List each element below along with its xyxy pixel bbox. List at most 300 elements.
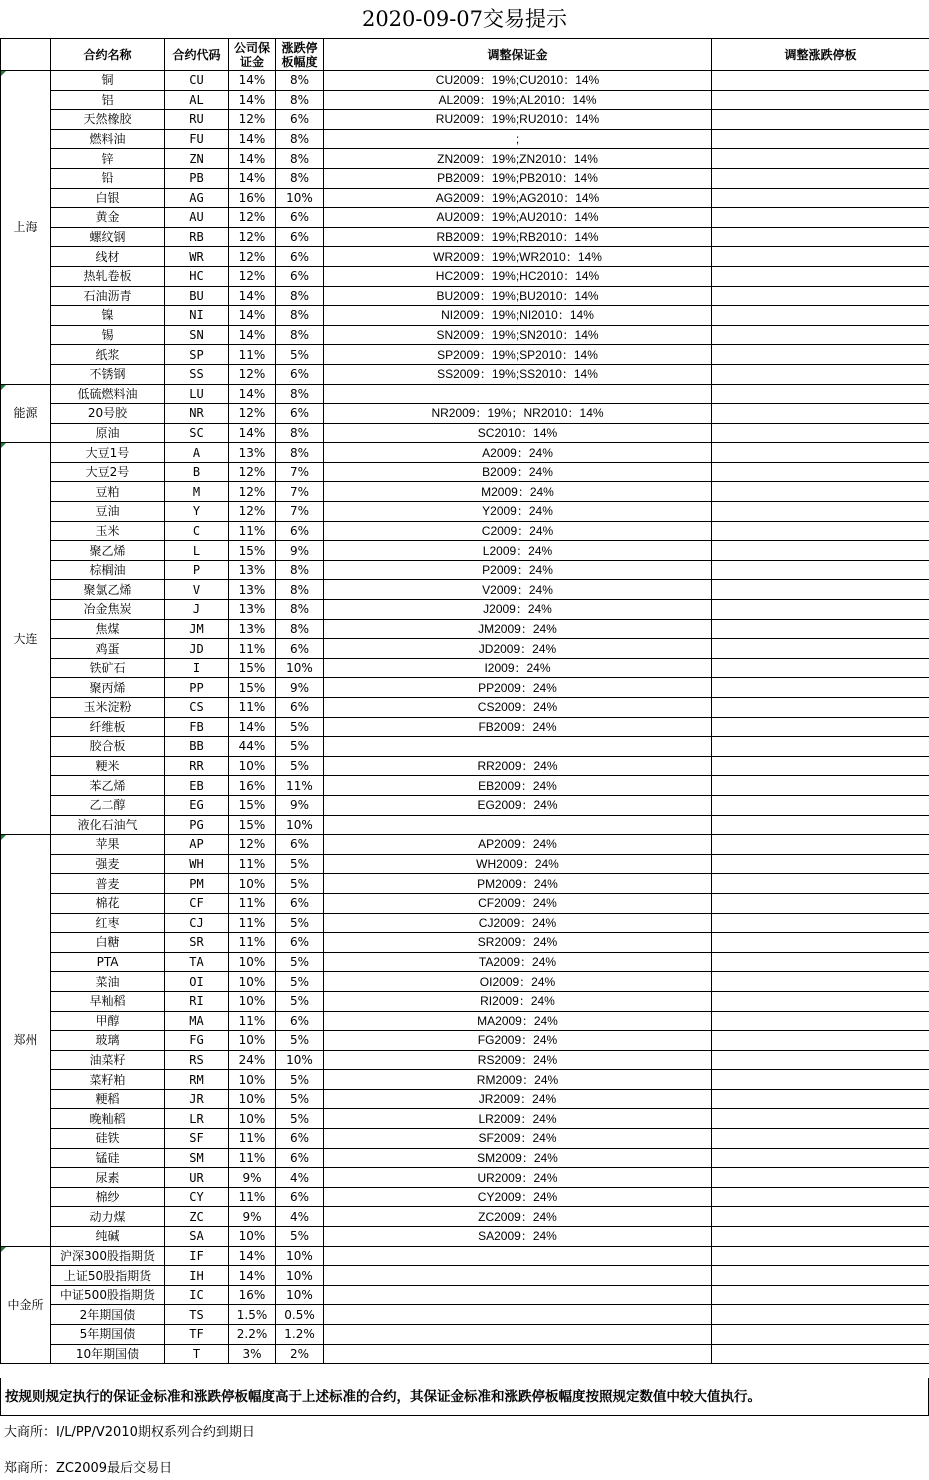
adjusted-margin-cell: JM2009：24% bbox=[324, 619, 712, 639]
adjusted-margin-cell bbox=[324, 1285, 712, 1305]
company-margin-cell: 14% bbox=[229, 1246, 276, 1266]
exchange-label: 中金所 bbox=[7, 1297, 44, 1312]
contract-code-cell: RM bbox=[165, 1070, 229, 1090]
contract-code-cell: ZC bbox=[165, 1207, 229, 1227]
adjusted-margin-cell: SM2009：24% bbox=[324, 1148, 712, 1168]
limit-range-cell: 10% bbox=[276, 1266, 324, 1286]
limit-range-cell: 6% bbox=[276, 698, 324, 718]
table-row bbox=[1, 952, 929, 972]
contract-name-cell: 油菜籽 bbox=[51, 1050, 165, 1070]
table-row bbox=[1, 795, 929, 815]
table-row bbox=[1, 345, 929, 365]
limit-range-cell: 6% bbox=[276, 521, 324, 541]
company-margin-cell: 14% bbox=[229, 149, 276, 169]
limit-range-cell: 9% bbox=[276, 678, 324, 698]
contract-code-cell: PM bbox=[165, 874, 229, 894]
company-margin-cell: 10% bbox=[229, 1031, 276, 1051]
adjusted-limit-cell bbox=[712, 110, 929, 130]
limit-range-cell: 9% bbox=[276, 541, 324, 561]
company-margin-cell: 11% bbox=[229, 893, 276, 913]
company-margin-cell: 10% bbox=[229, 874, 276, 894]
company-margin-cell: 10% bbox=[229, 1070, 276, 1090]
corner-marker-icon bbox=[1, 443, 6, 448]
adjusted-margin-cell bbox=[324, 1266, 712, 1286]
contract-code-cell: SA bbox=[165, 1227, 229, 1247]
limit-range-cell: 5% bbox=[276, 1109, 324, 1129]
czce-note: 郑商所：ZC2009最后交易日 bbox=[4, 1461, 173, 1476]
contract-code-cell: JM bbox=[165, 619, 229, 639]
limit-range-cell: 8% bbox=[276, 306, 324, 326]
contract-code-cell: CS bbox=[165, 698, 229, 718]
adjusted-margin-cell bbox=[324, 1344, 712, 1364]
adjusted-margin-cell bbox=[324, 1246, 712, 1266]
contract-code-cell: P bbox=[165, 560, 229, 580]
company-margin-cell: 1.5% bbox=[229, 1305, 276, 1325]
adjusted-margin-cell bbox=[324, 815, 712, 835]
adjusted-margin-cell: CS2009：24% bbox=[324, 698, 712, 718]
adjusted-margin-cell: M2009：24% bbox=[324, 482, 712, 502]
limit-range-cell: 7% bbox=[276, 462, 324, 482]
contract-code-cell: BU bbox=[165, 286, 229, 306]
limit-range-cell: 2% bbox=[276, 1344, 324, 1364]
company-margin-cell: 11% bbox=[229, 521, 276, 541]
limit-range-cell: 6% bbox=[276, 1129, 324, 1149]
table-row bbox=[1, 168, 929, 188]
adjusted-limit-cell bbox=[712, 678, 929, 698]
adjusted-margin-cell: RS2009：24% bbox=[324, 1050, 712, 1070]
adjusted-margin-cell: B2009：24% bbox=[324, 462, 712, 482]
company-margin-cell: 16% bbox=[229, 776, 276, 796]
company-margin-cell: 15% bbox=[229, 678, 276, 698]
adjusted-limit-cell bbox=[712, 698, 929, 718]
adjusted-margin-cell: UR2009：24% bbox=[324, 1168, 712, 1188]
adjusted-limit-cell bbox=[712, 991, 929, 1011]
contract-code-cell: T bbox=[165, 1344, 229, 1364]
adjusted-limit-cell bbox=[712, 1325, 929, 1345]
contract-name-cell: 聚丙烯 bbox=[51, 678, 165, 698]
company-margin-cell: 14% bbox=[229, 168, 276, 188]
contract-code-cell: IH bbox=[165, 1266, 229, 1286]
contract-name-cell: 动力煤 bbox=[51, 1207, 165, 1227]
company-margin-cell: 12% bbox=[229, 835, 276, 855]
table-row bbox=[1, 266, 929, 286]
limit-range-cell: 6% bbox=[276, 266, 324, 286]
contract-name-cell: 铜 bbox=[51, 71, 165, 91]
contract-code-cell: SS bbox=[165, 364, 229, 384]
adjusted-limit-cell bbox=[712, 443, 929, 463]
limit-range-cell: 6% bbox=[276, 933, 324, 953]
limit-range-cell: 8% bbox=[276, 580, 324, 600]
limit-range-cell: 7% bbox=[276, 502, 324, 522]
table-row bbox=[1, 521, 929, 541]
adjusted-margin-cell: AP2009：24% bbox=[324, 835, 712, 855]
contract-name-cell: 白糖 bbox=[51, 933, 165, 953]
company-margin-cell: 9% bbox=[229, 1207, 276, 1227]
contract-code-cell: TA bbox=[165, 952, 229, 972]
limit-range-cell: 5% bbox=[276, 991, 324, 1011]
limit-range-cell: 6% bbox=[276, 364, 324, 384]
contract-code-cell: RU bbox=[165, 110, 229, 130]
adjusted-margin-cell: SF2009：24% bbox=[324, 1129, 712, 1149]
limit-range-cell: 6% bbox=[276, 893, 324, 913]
limit-range-cell: 5% bbox=[276, 952, 324, 972]
limit-range-cell: 10% bbox=[276, 1050, 324, 1070]
adjusted-limit-cell bbox=[712, 502, 929, 522]
table-row bbox=[1, 384, 929, 404]
adjusted-margin-cell: CY2009：24% bbox=[324, 1187, 712, 1207]
contract-name-cell: 纤维板 bbox=[51, 717, 165, 737]
limit-range-cell: 5% bbox=[276, 737, 324, 757]
company-margin-cell: 12% bbox=[229, 502, 276, 522]
contract-name-cell: 苯乙烯 bbox=[51, 776, 165, 796]
table-row bbox=[1, 698, 929, 718]
contract-name-cell: 大豆1号 bbox=[51, 443, 165, 463]
company-margin-cell: 12% bbox=[229, 364, 276, 384]
adjusted-limit-cell bbox=[712, 1148, 929, 1168]
adjusted-margin-cell: L2009：24% bbox=[324, 541, 712, 561]
adjusted-limit-cell bbox=[712, 188, 929, 208]
adjusted-margin-cell: WH2009：24% bbox=[324, 854, 712, 874]
company-margin-cell: 11% bbox=[229, 1011, 276, 1031]
limit-range-cell: 8% bbox=[276, 560, 324, 580]
limit-range-cell: 6% bbox=[276, 247, 324, 267]
company-margin-cell: 13% bbox=[229, 443, 276, 463]
table-row bbox=[1, 1148, 929, 1168]
adjusted-margin-cell: SS2009：19%;SS2010：14% bbox=[324, 364, 712, 384]
limit-range-cell: 6% bbox=[276, 208, 324, 228]
contract-name-cell: 2年期国债 bbox=[51, 1305, 165, 1325]
adjusted-limit-cell bbox=[712, 1305, 929, 1325]
limit-range-cell: 6% bbox=[276, 404, 324, 424]
contract-name-cell: 5年期国债 bbox=[51, 1325, 165, 1345]
company-margin-cell: 14% bbox=[229, 71, 276, 91]
table-row bbox=[1, 364, 929, 384]
header-contract-code: 合约代码 bbox=[165, 39, 229, 71]
exchange-label: 大连 bbox=[13, 631, 38, 646]
adjusted-limit-cell bbox=[712, 913, 929, 933]
table-row bbox=[1, 227, 929, 247]
adjusted-limit-cell bbox=[712, 384, 929, 404]
limit-range-cell: 10% bbox=[276, 1246, 324, 1266]
company-margin-cell: 14% bbox=[229, 717, 276, 737]
contract-name-cell: 玉米 bbox=[51, 521, 165, 541]
adjusted-limit-cell bbox=[712, 717, 929, 737]
table-row bbox=[1, 639, 929, 659]
adjusted-margin-cell: Y2009：24% bbox=[324, 502, 712, 522]
contract-code-cell: WH bbox=[165, 854, 229, 874]
contract-code-cell: RI bbox=[165, 991, 229, 1011]
contract-name-cell: 冶金焦炭 bbox=[51, 600, 165, 620]
contract-name-cell: 玉米淀粉 bbox=[51, 698, 165, 718]
adjusted-limit-cell bbox=[712, 952, 929, 972]
limit-range-cell: 8% bbox=[276, 443, 324, 463]
contract-code-cell: EB bbox=[165, 776, 229, 796]
contract-name-cell: 胶合板 bbox=[51, 737, 165, 757]
adjusted-margin-cell: A2009：24% bbox=[324, 443, 712, 463]
contract-name-cell: 普麦 bbox=[51, 874, 165, 894]
adjusted-margin-cell: FG2009：24% bbox=[324, 1031, 712, 1051]
table-row bbox=[1, 306, 929, 326]
limit-range-cell: 9% bbox=[276, 795, 324, 815]
table-row bbox=[1, 149, 929, 169]
adjusted-margin-cell bbox=[324, 384, 712, 404]
table-row bbox=[1, 90, 929, 110]
adjusted-limit-cell bbox=[712, 149, 929, 169]
limit-range-cell: 10% bbox=[276, 658, 324, 678]
contract-name-cell: 菜籽粕 bbox=[51, 1070, 165, 1090]
adjusted-margin-cell: TA2009：24% bbox=[324, 952, 712, 972]
exchange-cell bbox=[1, 443, 51, 835]
adjusted-margin-cell: FB2009：24% bbox=[324, 717, 712, 737]
adjusted-limit-cell bbox=[712, 815, 929, 835]
table-row bbox=[1, 991, 929, 1011]
contract-code-cell: JD bbox=[165, 639, 229, 659]
adjusted-margin-cell: NR2009：19%；NR2010：14% bbox=[324, 404, 712, 424]
table-row bbox=[1, 933, 929, 953]
adjusted-margin-cell: RR2009：24% bbox=[324, 756, 712, 776]
contract-name-cell: 原油 bbox=[51, 423, 165, 443]
company-margin-cell: 10% bbox=[229, 972, 276, 992]
contract-code-cell: TS bbox=[165, 1305, 229, 1325]
contract-code-cell: AP bbox=[165, 835, 229, 855]
corner-marker-icon bbox=[1, 71, 6, 76]
corner-marker-icon bbox=[1, 1247, 6, 1252]
adjusted-limit-cell bbox=[712, 1031, 929, 1051]
adjusted-limit-cell bbox=[712, 874, 929, 894]
adjusted-margin-cell: WR2009：19%;WR2010：14% bbox=[324, 247, 712, 267]
company-margin-cell: 11% bbox=[229, 1148, 276, 1168]
adjusted-limit-cell bbox=[712, 521, 929, 541]
adjusted-margin-cell: OI2009：24% bbox=[324, 972, 712, 992]
contract-name-cell: 硅铁 bbox=[51, 1129, 165, 1149]
limit-range-cell: 6% bbox=[276, 835, 324, 855]
table-row bbox=[1, 286, 929, 306]
limit-range-cell: 8% bbox=[276, 129, 324, 149]
contract-code-cell: SC bbox=[165, 423, 229, 443]
contract-name-cell: 热轧卷板 bbox=[51, 266, 165, 286]
adjusted-limit-cell bbox=[712, 306, 929, 326]
table-row bbox=[1, 1089, 929, 1109]
contract-name-cell: 镍 bbox=[51, 306, 165, 326]
contract-code-cell: EG bbox=[165, 795, 229, 815]
adjusted-margin-cell: SN2009：19%;SN2010：14% bbox=[324, 325, 712, 345]
contract-code-cell: WR bbox=[165, 247, 229, 267]
company-margin-cell: 13% bbox=[229, 600, 276, 620]
contract-name-cell: 上证50股指期货 bbox=[51, 1266, 165, 1286]
limit-range-cell: 5% bbox=[276, 1070, 324, 1090]
contract-code-cell: NR bbox=[165, 404, 229, 424]
company-margin-cell: 15% bbox=[229, 658, 276, 678]
limit-range-cell: 8% bbox=[276, 325, 324, 345]
company-margin-cell: 12% bbox=[229, 110, 276, 130]
table-row bbox=[1, 1266, 929, 1286]
adjusted-limit-cell bbox=[712, 1285, 929, 1305]
adjusted-limit-cell bbox=[712, 658, 929, 678]
adjusted-limit-cell bbox=[712, 776, 929, 796]
limit-range-cell: 5% bbox=[276, 1227, 324, 1247]
adjusted-limit-cell bbox=[712, 208, 929, 228]
adjusted-margin-cell: CF2009：24% bbox=[324, 893, 712, 913]
contract-name-cell: 燃料油 bbox=[51, 129, 165, 149]
contract-code-cell: CF bbox=[165, 893, 229, 913]
contract-name-cell: 线材 bbox=[51, 247, 165, 267]
limit-range-cell: 5% bbox=[276, 717, 324, 737]
page-title: 2020-09-07交易提示 bbox=[361, 7, 568, 31]
adjusted-limit-cell bbox=[712, 795, 929, 815]
adjusted-limit-cell bbox=[712, 1011, 929, 1031]
table-row bbox=[1, 854, 929, 874]
limit-range-cell: 5% bbox=[276, 874, 324, 894]
table-row bbox=[1, 188, 929, 208]
table-row bbox=[1, 1344, 929, 1364]
limit-range-cell: 4% bbox=[276, 1207, 324, 1227]
company-margin-cell: 14% bbox=[229, 306, 276, 326]
contract-name-cell: 低硫燃料油 bbox=[51, 384, 165, 404]
contract-name-cell: 鸡蛋 bbox=[51, 639, 165, 659]
adjusted-limit-cell bbox=[712, 286, 929, 306]
adjusted-margin-cell: P2009：24% bbox=[324, 560, 712, 580]
adjusted-limit-cell bbox=[712, 893, 929, 913]
adjusted-limit-cell bbox=[712, 972, 929, 992]
contract-name-cell: 纯碱 bbox=[51, 1227, 165, 1247]
adjusted-limit-cell bbox=[712, 462, 929, 482]
adjusted-limit-cell bbox=[712, 835, 929, 855]
company-margin-cell: 14% bbox=[229, 90, 276, 110]
contract-code-cell: PB bbox=[165, 168, 229, 188]
table-row bbox=[1, 893, 929, 913]
company-margin-cell: 10% bbox=[229, 1227, 276, 1247]
company-margin-cell: 13% bbox=[229, 619, 276, 639]
adjusted-margin-cell: I2009：24% bbox=[324, 658, 712, 678]
limit-range-cell: 6% bbox=[276, 639, 324, 659]
contract-code-cell: TF bbox=[165, 1325, 229, 1345]
contract-name-cell: 强麦 bbox=[51, 854, 165, 874]
adjusted-limit-cell bbox=[712, 90, 929, 110]
company-margin-cell: 11% bbox=[229, 1129, 276, 1149]
table-row bbox=[1, 208, 929, 228]
company-margin-cell: 44% bbox=[229, 737, 276, 757]
exchange-label: 能源 bbox=[13, 406, 38, 421]
company-margin-cell: 12% bbox=[229, 482, 276, 502]
limit-range-cell: 8% bbox=[276, 619, 324, 639]
limit-range-cell: 8% bbox=[276, 384, 324, 404]
company-margin-cell: 14% bbox=[229, 1266, 276, 1286]
dce-note: 大商所：I/L/PP/V2010期权系列合约到期日 bbox=[4, 1425, 255, 1440]
contract-code-cell: CY bbox=[165, 1187, 229, 1207]
limit-range-cell: 5% bbox=[276, 972, 324, 992]
table-row bbox=[1, 776, 929, 796]
corner-marker-icon bbox=[1, 385, 6, 390]
limit-range-cell: 5% bbox=[276, 756, 324, 776]
adjusted-margin-cell: SP2009：19%;SP2010：14% bbox=[324, 345, 712, 365]
contract-name-cell: 锡 bbox=[51, 325, 165, 345]
limit-range-cell: 8% bbox=[276, 149, 324, 169]
adjusted-limit-cell bbox=[712, 1207, 929, 1227]
adjusted-limit-cell bbox=[712, 1266, 929, 1286]
adjusted-margin-cell: C2009：24% bbox=[324, 521, 712, 541]
contract-code-cell: AL bbox=[165, 90, 229, 110]
contract-code-cell: SM bbox=[165, 1148, 229, 1168]
adjusted-limit-cell bbox=[712, 737, 929, 757]
limit-range-cell: 6% bbox=[276, 227, 324, 247]
contract-name-cell: 粳米 bbox=[51, 756, 165, 776]
limit-range-cell: 8% bbox=[276, 90, 324, 110]
contract-code-cell: AU bbox=[165, 208, 229, 228]
adjusted-margin-cell: HC2009：19%;HC2010：14% bbox=[324, 266, 712, 286]
contract-code-cell: V bbox=[165, 580, 229, 600]
contract-code-cell: BB bbox=[165, 737, 229, 757]
limit-range-cell: 6% bbox=[276, 1148, 324, 1168]
contract-name-cell: 纸浆 bbox=[51, 345, 165, 365]
adjusted-limit-cell bbox=[712, 247, 929, 267]
table-row bbox=[1, 1011, 929, 1031]
table-row bbox=[1, 678, 929, 698]
adjusted-margin-cell: BU2009：19%;BU2010：14% bbox=[324, 286, 712, 306]
company-margin-cell: 14% bbox=[229, 423, 276, 443]
contract-code-cell: RR bbox=[165, 756, 229, 776]
adjusted-margin-cell: LR2009：24% bbox=[324, 1109, 712, 1129]
table-row bbox=[1, 1070, 929, 1090]
contract-code-cell: SR bbox=[165, 933, 229, 953]
adjusted-margin-cell: PB2009：19%;PB2010：14% bbox=[324, 168, 712, 188]
exchange-label: 上海 bbox=[13, 220, 38, 235]
adjusted-margin-cell bbox=[324, 737, 712, 757]
limit-range-cell: 5% bbox=[276, 913, 324, 933]
header-company-margin: 公司保证金 bbox=[229, 39, 276, 71]
table-row bbox=[1, 1050, 929, 1070]
table-row bbox=[1, 325, 929, 345]
adjusted-limit-cell bbox=[712, 423, 929, 443]
limit-range-cell: 5% bbox=[276, 1031, 324, 1051]
contract-name-cell: 玻璃 bbox=[51, 1031, 165, 1051]
table-header-row bbox=[1, 39, 929, 71]
limit-range-cell: 4% bbox=[276, 1168, 324, 1188]
contract-name-cell: 石油沥青 bbox=[51, 286, 165, 306]
limit-range-cell: 10% bbox=[276, 815, 324, 835]
adjusted-limit-cell bbox=[712, 325, 929, 345]
contract-name-cell: 铝 bbox=[51, 90, 165, 110]
company-margin-cell: 11% bbox=[229, 345, 276, 365]
adjusted-margin-cell: RI2009：24% bbox=[324, 991, 712, 1011]
contract-code-cell: C bbox=[165, 521, 229, 541]
contract-code-cell: LU bbox=[165, 384, 229, 404]
table-row bbox=[1, 658, 929, 678]
company-margin-cell: 10% bbox=[229, 756, 276, 776]
table-row bbox=[1, 462, 929, 482]
limit-range-cell: 5% bbox=[276, 854, 324, 874]
contract-code-cell: UR bbox=[165, 1168, 229, 1188]
table-row bbox=[1, 737, 929, 757]
company-margin-cell: 24% bbox=[229, 1050, 276, 1070]
adjusted-margin-cell: RU2009：19%;RU2010：14% bbox=[324, 110, 712, 130]
contract-name-cell: 铁矿石 bbox=[51, 658, 165, 678]
contract-name-cell: 早籼稻 bbox=[51, 991, 165, 1011]
company-margin-cell: 12% bbox=[229, 404, 276, 424]
contract-code-cell: M bbox=[165, 482, 229, 502]
header-contract-name: 合约名称 bbox=[51, 39, 165, 71]
adjusted-margin-cell: ; bbox=[324, 129, 712, 149]
adjusted-margin-cell: SA2009：24% bbox=[324, 1227, 712, 1247]
contract-code-cell: J bbox=[165, 600, 229, 620]
adjusted-limit-cell bbox=[712, 1187, 929, 1207]
limit-range-cell: 6% bbox=[276, 1011, 324, 1031]
table-row bbox=[1, 560, 929, 580]
limit-range-cell: 5% bbox=[276, 1089, 324, 1109]
table-row bbox=[1, 443, 929, 463]
company-margin-cell: 14% bbox=[229, 384, 276, 404]
company-margin-cell: 14% bbox=[229, 325, 276, 345]
contract-name-cell: 焦煤 bbox=[51, 619, 165, 639]
